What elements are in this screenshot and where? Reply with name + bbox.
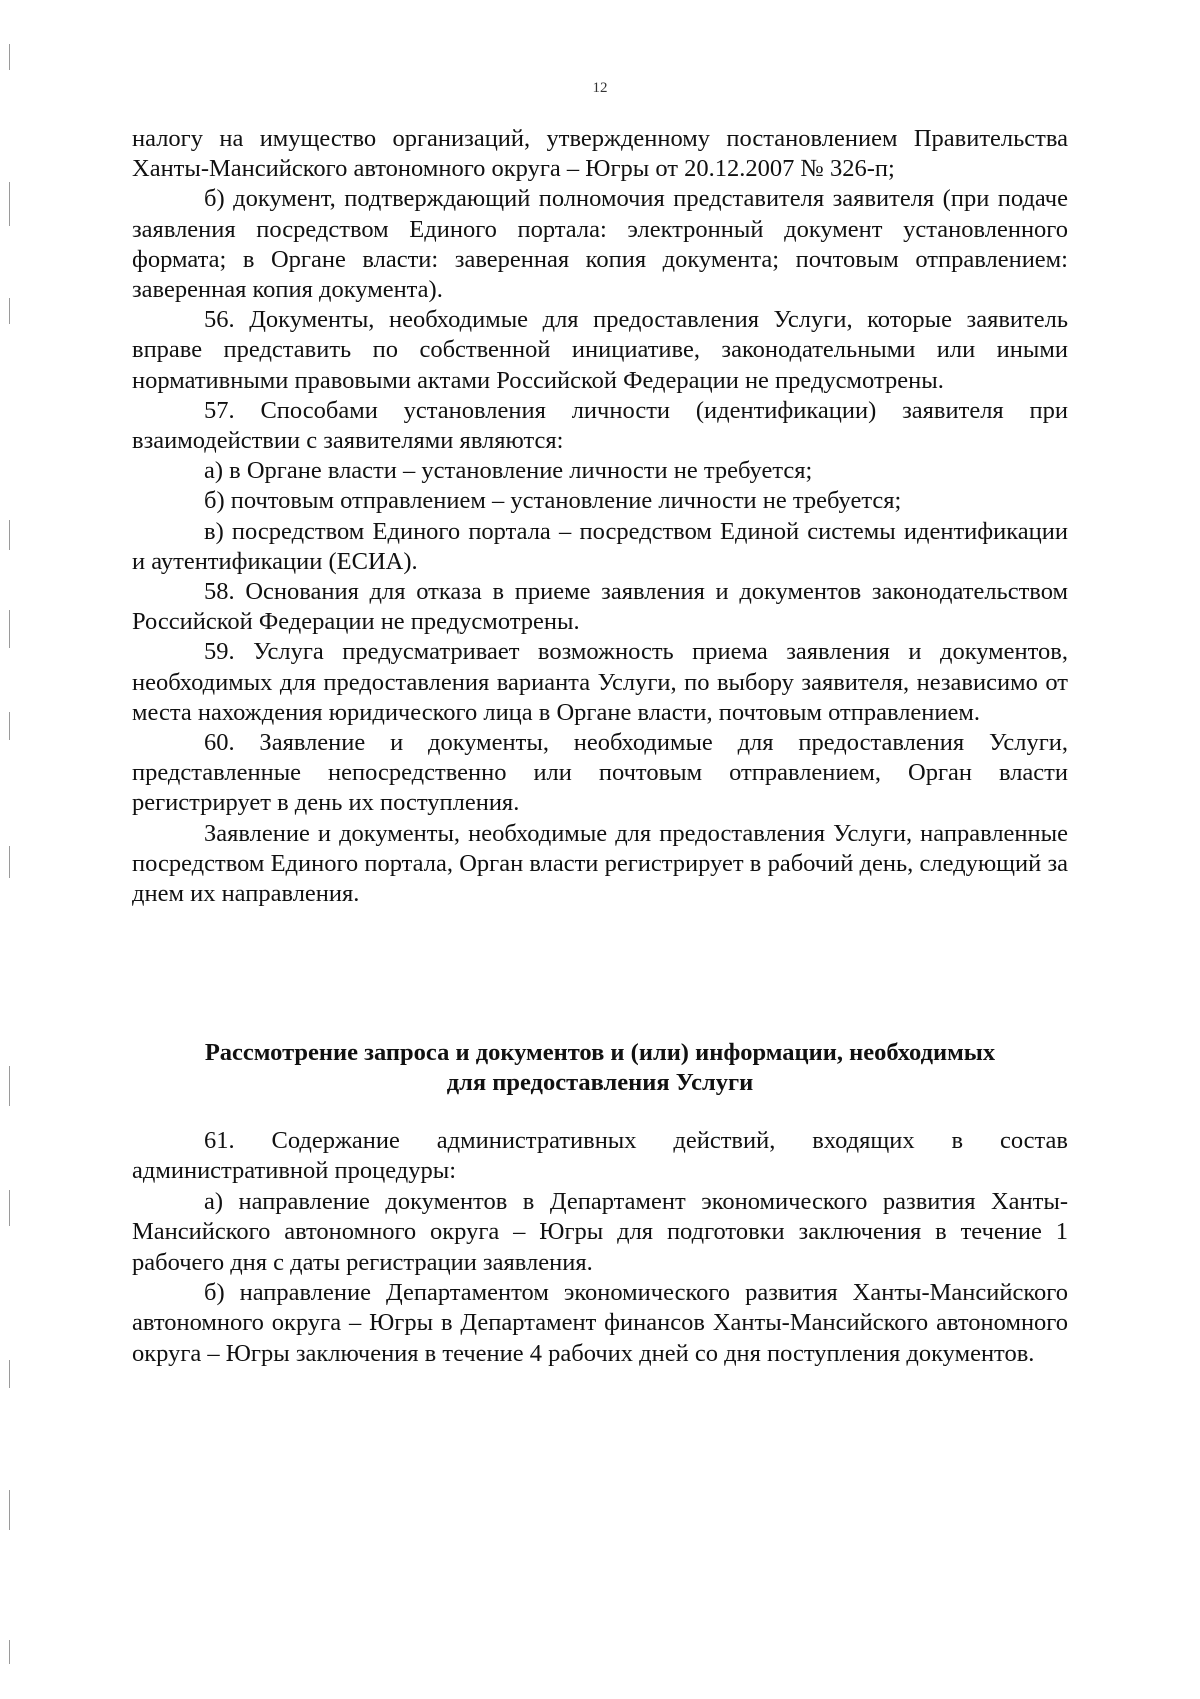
scan-mark	[9, 182, 10, 226]
scan-mark	[9, 520, 10, 550]
paragraph: Заявление и документы, необходимые для предоставления Услуги, направленные посредством Единого портала, Орган власти регистрирует в рабочий день, следующий за днем их направления.	[132, 819, 1068, 908]
section-body-text	[132, 1126, 1068, 1369]
section-heading-line: Рассмотрение запроса и документов и (или) информации, необходимых	[204, 1039, 996, 1066]
paragraph: 56. Документы, необходимые для предоставления Услуги, которые заявитель вправе представить по собственной инициативе, законодательными или иными нормативными правовыми актами Российской Федерации не предусмотрены.	[132, 306, 1068, 394]
scan-mark	[9, 1066, 10, 1106]
page-number: 12	[592, 80, 608, 96]
scan-mark	[9, 1190, 10, 1226]
paragraph: 58. Основания для отказа в приеме заявления и документов законодательством Российской Федерации не предусмотрены.	[132, 578, 1068, 636]
scan-mark	[9, 712, 10, 740]
scan-margin-marks	[0, 0, 20, 1699]
scan-mark	[9, 610, 10, 648]
paragraph: 60. Заявление и документы, необходимые для предоставления Услуги, представленные непосредственно или почтовым отправлением, Орган власти регистрирует в день их поступления.	[132, 729, 1068, 817]
paragraph: 61. Содержание административных действий, входящих в состав административной процедуры:	[132, 1127, 1068, 1185]
paragraph: б) направление Департаментом экономического развития Ханты-Мансийского автономного округа – Югры в Департамент финансов Ханты-Мансийского автономного округа – Югры заключения в течение 4 рабочих дней со дня поступления документов.	[132, 1279, 1068, 1367]
scan-mark	[9, 1360, 10, 1388]
paragraph: б) почтовым отправлением – установление личности не требуется;	[204, 487, 902, 515]
body-text	[132, 124, 1068, 909]
scan-mark	[9, 846, 10, 878]
paragraph: а) направление документов в Департамент экономического развития Ханты-Мансийского автономного округа – Югры для подготовки заключения в течение 1 рабочего дня с даты регистрации заявления.	[132, 1187, 1068, 1276]
paragraph: налогу на имущество организаций, утвержденному постановлением Правительства Ханты-Мансийского автономного округа – Югры от 20.12.2007 № 326-п;	[132, 125, 1068, 183]
section-heading	[132, 1038, 1068, 1098]
scan-mark	[9, 298, 10, 324]
paragraph: б) документ, подтверждающий полномочия представителя заявителя (при подаче заявления посредством Единого портала: электронный документ установленного формата; в Органе власти: заверенная копия документа; почтовым отправлением: заверенная копия документа).	[132, 185, 1068, 304]
scan-mark	[9, 1490, 10, 1530]
paragraph: в) посредством Единого портала – посредством Единой системы идентификации и аутентификации (ЕСИА).	[132, 517, 1068, 575]
paragraph: 57. Способами установления личности (идентификации) заявителя при взаимодействии с заявителями являются:	[132, 396, 1068, 455]
paragraph: 59. Услуга предусматривает возможность приема заявления и документов, необходимых для предоставления варианта Услуги, по выбору заявителя, независимо от места нахождения юридического лица в Органе власти, почтовым отправлением.	[132, 638, 1068, 726]
scan-mark	[9, 1640, 10, 1664]
paragraph: а) в Органе власти – установление личности не требуется;	[204, 457, 813, 485]
section-heading-line: для предоставления Услуги	[446, 1069, 754, 1096]
scan-mark	[9, 44, 10, 70]
